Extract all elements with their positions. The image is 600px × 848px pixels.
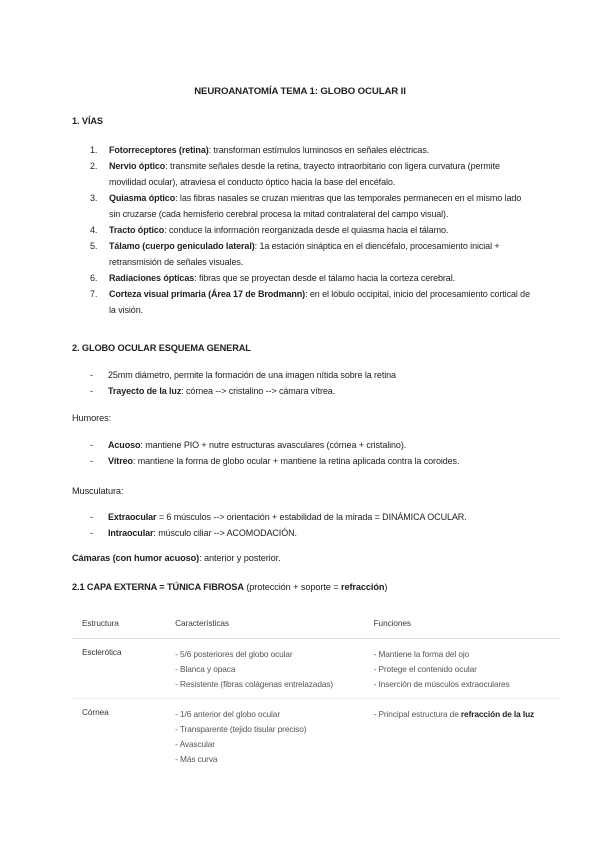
vias-list [72, 142, 532, 318]
list-item: - Trayecto de la luz: córnea --> cristalino --> cámara vítrea. [90, 386, 336, 396]
table-cell-estructura: Córnea [82, 707, 109, 717]
humores-list [72, 437, 532, 469]
section-heading-globo: 2. GLOBO OCULAR ESQUEMA GENERAL [72, 343, 251, 353]
list-item: 5. Tálamo (cuerpo geniculado lateral): 1a estación sináptica en el diencéfalo, procesamiento inicial + retransmisión de señales visuales. [90, 241, 500, 267]
table-cell-funciones: - Principal estructura de refracción de la luz [373, 709, 535, 719]
table-cell-caracteristicas: - 5/6 posteriores del globo ocular - Blanca y opaca - Resistente (fibras colágenas entrelazadas) [165, 639, 363, 699]
table-cell-estructura: Esclerótica [72, 639, 165, 699]
humores-heading: Humores: [72, 413, 112, 423]
table-header-row [72, 612, 560, 639]
list-item: 3. Quiasma óptico: las fibras nasales se cruzan mientras que las temporales permanecen en el mismo lado sin cruzarse (cada hemisferio cerebral procesa la mitad contralateral del campo visual). [90, 193, 522, 219]
globo-list [72, 367, 532, 399]
list-item: 2. Nervio óptico: transmite señales desde la retina, trayecto intraorbitario con ligera curvatura (permite movilidad ocular), atraviesa el conducto óptico hacia la base del encéfalo. [90, 161, 500, 187]
camaras-line: Cámaras (con humor acuoso): anterior y posterior. [72, 553, 281, 563]
table-cell-caracteristicas: - 1/6 anterior del globo ocular - Transparente (tejido tisular preciso) - Avascular - Más curva [175, 709, 307, 764]
tunica-fibrosa-table [72, 612, 560, 773]
list-item: - 25mm diámetro, permite la formación de una imagen nítida sobre la retina [90, 370, 396, 380]
table-header: Funciones [364, 612, 560, 639]
musculatura-list [72, 509, 532, 541]
table-header: Características [165, 612, 363, 639]
table-row [72, 699, 560, 774]
list-item: - Intraocular: músculo ciliar --> ACOMODACIÓN. [90, 528, 297, 538]
section-heading-capa-externa: 2.1 CAPA EXTERNA = TÚNICA FIBROSA (protección + soporte = refracción) [72, 582, 388, 592]
list-item: 4. Tracto óptico: conduce la información reorganizada desde el quiasma hacia el tálamo. [90, 225, 449, 235]
list-item: 6. Radiaciones ópticas: fibras que se proyectan desde el tálamo hacia la corteza cerebral. [90, 273, 455, 283]
document-title: NEUROANATOMÍA TEMA 1: GLOBO OCULAR II [194, 86, 406, 97]
list-item: 1. Fotorreceptores (retina): transforman estímulos luminosos en señales eléctricas. [90, 145, 430, 155]
table-header: Estructura [72, 612, 165, 639]
section-heading-vias: 1. VÍAS [72, 116, 103, 126]
list-item: - Acuoso: mantiene PIO + nutre estructuras avasculares (córnea + cristalino). [90, 440, 407, 450]
table-row [72, 639, 560, 699]
list-item: - Vítreo: mantiene la forma de globo ocular + mantiene la retina aplicada contra la coroides. [90, 456, 460, 466]
table-cell-funciones: - Mantiene la forma del ojo - Protege el contenido ocular - Inserción de músculos extraoculares [364, 639, 560, 699]
musculatura-heading: Musculatura: [72, 486, 124, 496]
list-item: - Extraocular = 6 músculos --> orientación + estabilidad de la mirada = DINÁMICA OCULAR. [90, 512, 467, 522]
list-item: 7. Corteza visual primaria (Área 17 de Brodmann): en el lóbulo occipital, inicio del procesamiento cortical de la visión. [90, 289, 530, 315]
